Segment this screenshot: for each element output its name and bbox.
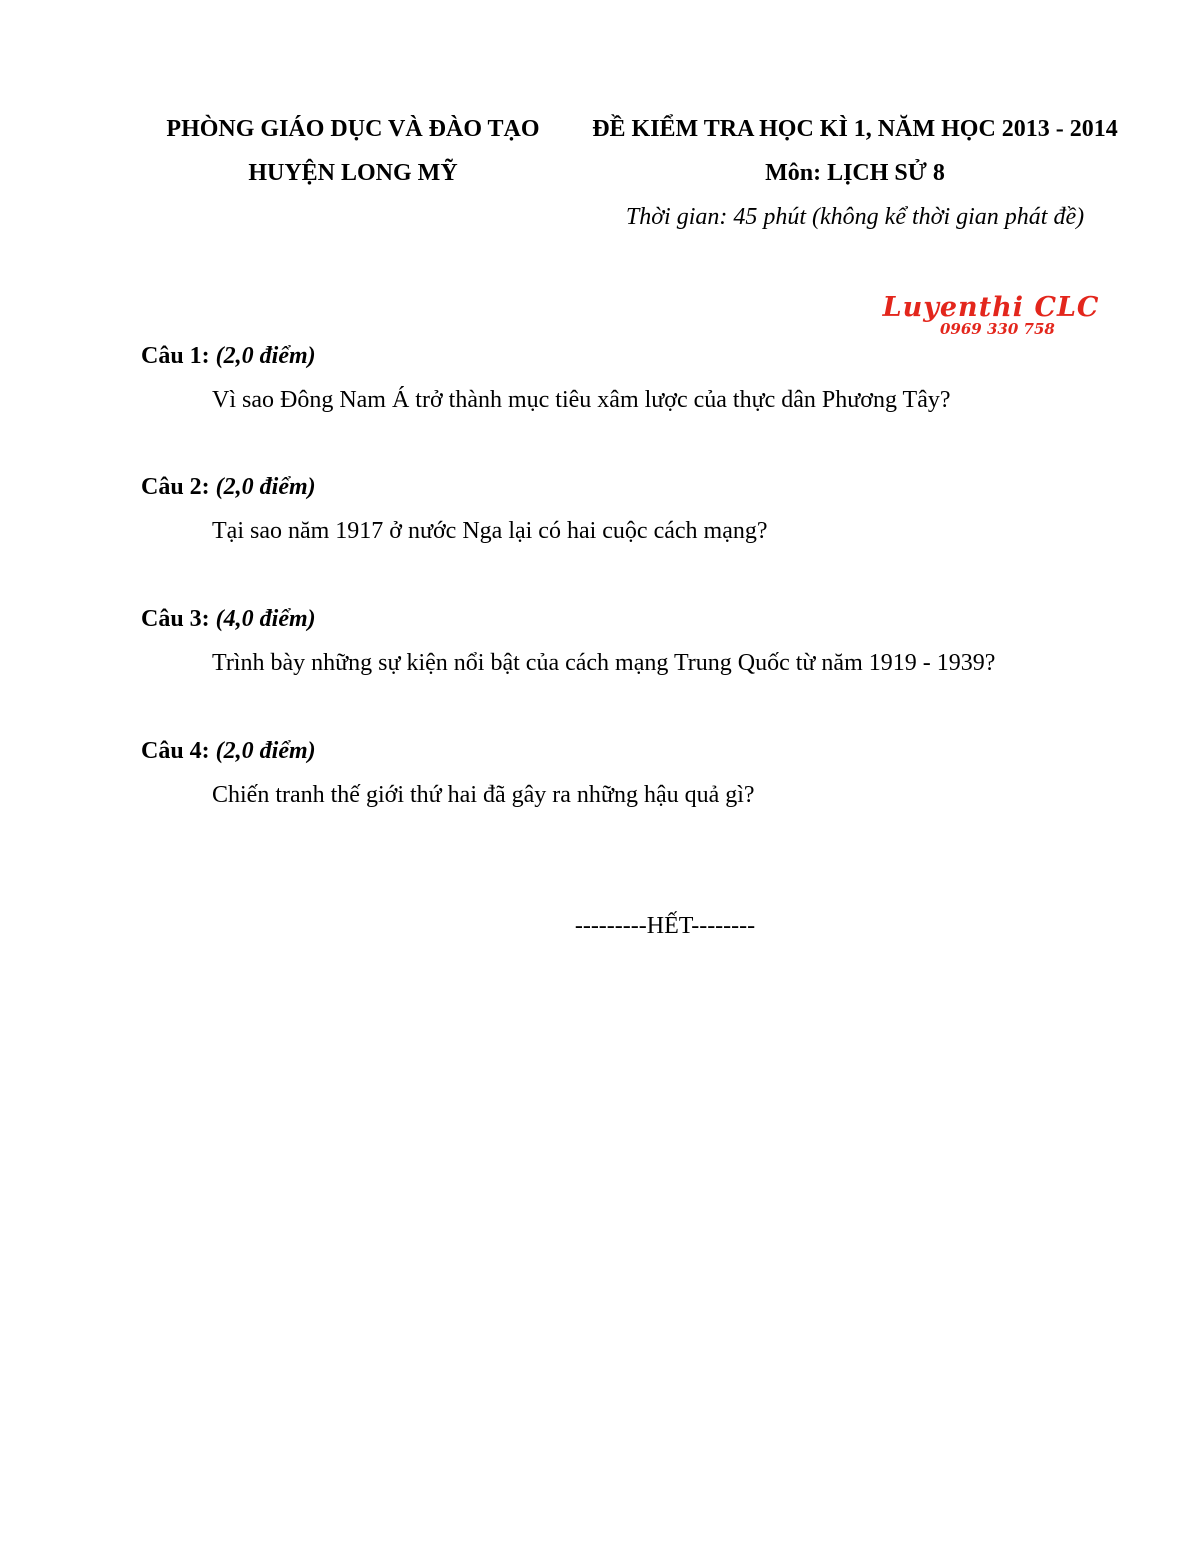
question-text: Chiến tranh thế giới thứ hai đã gây ra những hậu quả gì? — [212, 782, 755, 808]
question-2 — [141, 472, 1101, 546]
question-header — [141, 736, 1101, 766]
question-points: (2,0 điểm) — [215, 343, 316, 369]
watermark-brand: Luyenthi CLC — [882, 292, 1100, 323]
question-text: Tại sao năm 1917 ở nước Nga lại có hai cuộc cách mạng? — [212, 518, 768, 544]
end-mark: ---------HẾT-------- — [574, 913, 756, 939]
question-text: Vì sao Đông Nam Á trở thành mục tiêu xâm lược của thực dân Phương Tây? — [212, 387, 951, 413]
question-header — [141, 604, 1101, 634]
question-header — [141, 341, 1101, 371]
time-note: Thời gian: 45 phút (không kể thời gian phát đề) — [625, 204, 1085, 230]
question-header — [141, 472, 1101, 502]
question-text: Trình bày những sự kiện nổi bật của cách mạng Trung Quốc từ năm 1919 - 1939? — [212, 650, 996, 676]
district-name: HUYỆN LONG MỸ — [248, 160, 458, 186]
question-3 — [141, 604, 1101, 678]
question-1 — [141, 341, 1101, 415]
question-4 — [141, 736, 1101, 810]
watermark-phone: 0969 330 758 — [940, 320, 1055, 338]
question-label: Câu 3: — [141, 606, 210, 632]
question-points: (2,0 điểm) — [215, 474, 316, 500]
question-label: Câu 1: — [141, 343, 210, 369]
question-label: Câu 2: — [141, 474, 210, 500]
question-label: Câu 4: — [141, 738, 210, 764]
exam-title: ĐỀ KIỂM TRA HỌC KÌ 1, NĂM HỌC 2013 - 2014 — [592, 116, 1118, 142]
question-points: (4,0 điểm) — [215, 606, 316, 632]
question-points: (2,0 điểm) — [215, 738, 316, 764]
watermark-logo — [880, 292, 1102, 340]
department-name: PHÒNG GIÁO DỤC VÀ ĐÀO TẠO — [166, 116, 540, 142]
subject-title: Môn: LỊCH SỬ 8 — [765, 160, 945, 186]
